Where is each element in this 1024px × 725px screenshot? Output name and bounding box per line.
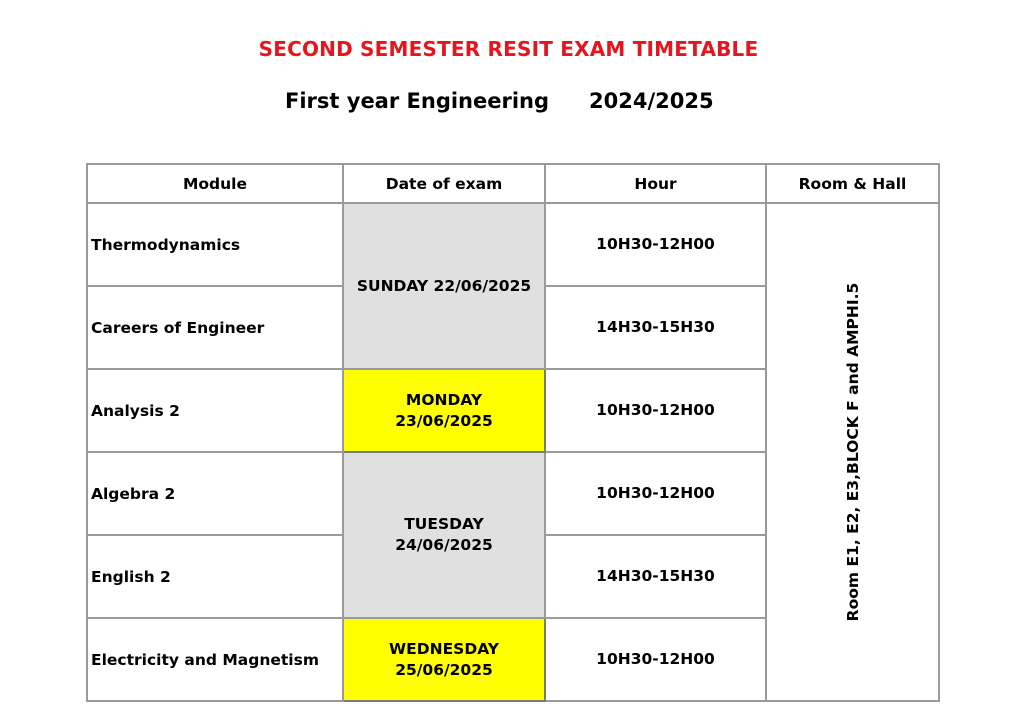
date-text: SUNDAY 22/06/2025 — [356, 276, 532, 295]
date-day: TUESDAY — [404, 515, 484, 533]
module-cell: English 2 — [87, 535, 343, 618]
program-name: First year Engineering — [285, 89, 550, 113]
module-cell: Thermodynamics — [87, 203, 343, 286]
header-date: Date of exam — [343, 164, 545, 203]
module-cell: Careers of Engineer — [87, 286, 343, 369]
module-cell: Electricity and Magnetism — [87, 618, 343, 701]
module-cell: Analysis 2 — [87, 369, 343, 452]
hour-cell: 10H30-12H00 — [545, 203, 766, 286]
module-cell: Algebra 2 — [87, 452, 343, 535]
hour-cell: 14H30-15H30 — [545, 535, 766, 618]
table-row — [87, 203, 939, 286]
date-value: 23/06/2025 — [395, 411, 493, 430]
hour-cell: 14H30-15H30 — [545, 286, 766, 369]
exam-timetable — [86, 163, 940, 702]
date-cell — [343, 452, 545, 618]
date-cell — [343, 369, 545, 452]
header-room: Room & Hall — [766, 164, 939, 203]
room-cell — [766, 203, 939, 701]
hour-cell: 10H30-12H00 — [545, 452, 766, 535]
date-value: 25/06/2025 — [395, 660, 493, 679]
header-module: Module — [87, 164, 343, 203]
page-title: SECOND SEMESTER RESIT EXAM TIMETABLE — [258, 37, 759, 61]
header-row — [87, 164, 939, 203]
date-cell — [343, 203, 545, 369]
hour-cell: 10H30-12H00 — [545, 618, 766, 701]
date-day: MONDAY — [405, 390, 483, 409]
date-day: WEDNESDAY — [389, 639, 499, 658]
room-text: Room E1, E2, E3,BLOCK F and AMPHI.5 — [843, 282, 862, 622]
academic-year: 2024/2025 — [589, 89, 714, 113]
date-cell — [343, 618, 545, 701]
date-value: 24/06/2025 — [395, 536, 493, 554]
header-hour: Hour — [545, 164, 766, 203]
page-subtitle — [285, 89, 714, 113]
hour-cell: 10H30-12H00 — [545, 369, 766, 452]
